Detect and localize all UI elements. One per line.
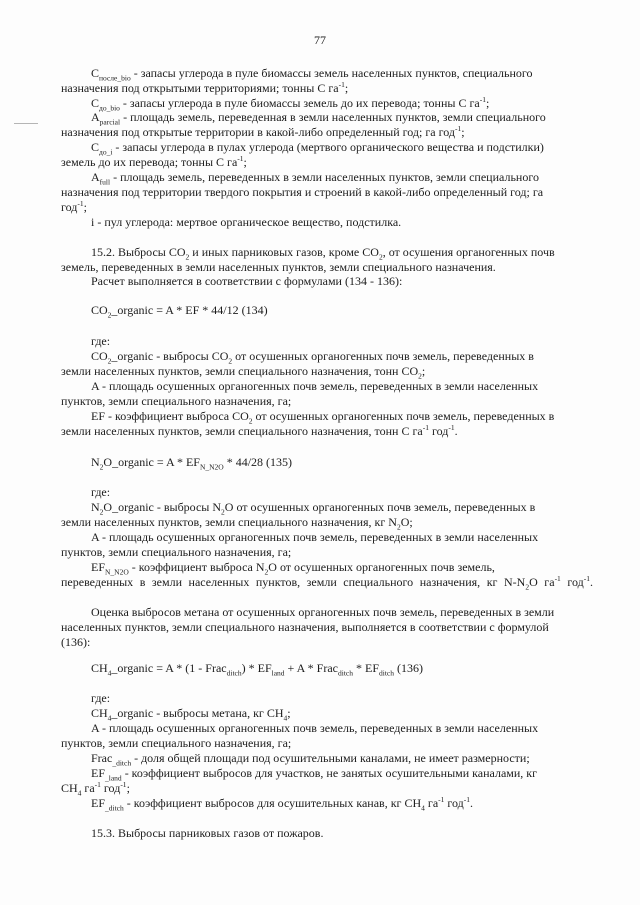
margin-scan-mark [14, 123, 38, 124]
def-area-1-cont: пунктов, земли специального назначения, га; [61, 394, 292, 408]
section-15-2-calc-intro: Расчет выполняется в соответствии с формулами (134 - 136): [91, 274, 403, 288]
section-15-2-title: 15.2. Выбросы $CO_2$ и иных парниковых газов, кроме $CO_2$, от осушения органогенных почв [91, 245, 555, 262]
def-a-parcial: $A_{parcial}$ - площадь земель, переведенная в земли населенных пунктов, земли специального [91, 110, 546, 127]
formula-135: $N_2O\_organic = A * EF_{N\_N2O} * 44/28$ (135) [91, 455, 293, 472]
def-area-2: A - площадь осушенных органогенных почв земель, переведенных в земли населенных [91, 530, 539, 544]
def-area-3-cont: пунктов, земли специального назначения, га; [61, 736, 292, 750]
def-c-pool-cont: земель до их перевода; тонны C $га^{-1}$; [61, 154, 247, 169]
def-area-3: A - площадь осушенных органогенных почв земель, переведенных в земли населенных [91, 721, 539, 735]
where-label-3: где: [91, 691, 111, 705]
where-label-2: где: [91, 485, 111, 499]
methane-intro-line1: Оценка выбросов метана от осушенных органогенных почв земель, переведенных в земли [91, 605, 555, 619]
def-n2o-organic-cont: земли населенных пунктов, земли специального назначения, кг $N_2O$; [61, 515, 413, 532]
def-a-full: $A_{full}$ - площадь земель, переведенных в земли населенных пунктов, земли специального [91, 170, 539, 187]
def-ef-co2: EF - коэффициент выброса $CO_2$ от осушенных органогенных почв земель, переведенных в [91, 409, 555, 426]
def-a-parcial-cont: назначения под открытые территории в какой-либо определенный год; га год$^{-1}$; [61, 124, 465, 139]
def-a-full-cont2: год$^{-1}$; [61, 199, 87, 214]
def-ef-ditch: $EF_{\_ditch}$ - коэффициент выбросов для осушительных канав, кг $CH_4$ $га^{-1}$ год$^{-1}$. [91, 795, 474, 813]
methane-intro-line3: (136): [61, 635, 91, 649]
def-a-full-cont: назначения под территории твердого покрытия и строений в какой-либо определенный год; га [61, 185, 544, 199]
section-15-2-title-cont: земель, переведенных в земли населенных пунктов, земли специального назначения. [61, 260, 496, 274]
formula-134: $CO_2\_organic = A$ * EF * 44/12 (134) [91, 303, 268, 320]
def-area-2-cont: пунктов, земли специального назначения, га; [61, 545, 292, 559]
section-15-3-title: 15.3. Выбросы парниковых газов от пожаров. [91, 826, 324, 840]
def-c-bio-before: $C_{до\_bio}$ - запасы углерода в пуле биомассы земель до их перевода; тонны C $га^{-1}$; [91, 95, 490, 113]
def-ef-n2o-cont: переведенных в земли населенных пунктов, земли специального назначения, кг $N-N_2O$ $га^{-1}$ год$^{-1}$. [61, 574, 593, 592]
def-i-pool: i - пул углерода: мертвое органическое вещество, подстилка. [91, 215, 402, 229]
def-c-pool: $C_{до\_i}$ - запасы углерода в пулах углерода (мертвого органического вещества и подстилки) [91, 140, 544, 157]
formula-136: $CH_4\_organic = A * (1$ - Frac$_{ditch}$) * $EF_{land} + A$ * Frac$_{ditch}$ * $EF_{ditch}$ (136) [91, 661, 423, 678]
methane-intro-line2: населенных пунктов, земли специального назначения, выполняется в соответствии с формулой [61, 620, 549, 634]
def-ef-land-cont: $CH_4$ $га^{-1}$ год$^{-1}$; [61, 780, 130, 798]
def-n2o-organic: $N_2O\_organic$ - выбросы $N_2O$ от осушенных органогенных почв земель, переведенных в [91, 500, 536, 517]
where-label-1: где: [91, 334, 111, 348]
page-number: 77 [314, 33, 326, 47]
def-ef-n2o: $EF_{N\_N2O}$ - коэффициент выброса $N_2O$ от осушенных органогенных почв земель, [91, 560, 495, 577]
def-co2-organic-cont: земли населенных пунктов, земли специального назначения, тонн $CO_2$; [61, 364, 426, 381]
def-frac-ditch: Frac$_{\_ditch}$ - доля общей площади под осушительными каналами, не имеет размерности; [91, 751, 530, 768]
def-c-bio-after-cont: назначения под открытыми территориями; тонны C $га^{-1}$; [61, 80, 349, 95]
def-co2-organic: $CO_2\_organic$ - выбросы $CO_2$ от осушенных органогенных почв земель, переведенных в [91, 349, 534, 366]
def-ef-co2-cont: земли населенных пунктов, земли специального назначения, тонн C $га^{-1}$ год$^{-1}$. [61, 423, 458, 438]
def-ch4-organic: $CH_4\_organic$ - выбросы метана, кг $CH_4$; [91, 706, 291, 723]
def-c-bio-after: $C_{после\_bio}$ - запасы углерода в пуле биомассы земель населенных пунктов, специального [91, 66, 533, 83]
def-area-1: A - площадь осушенных органогенных почв земель, переведенных в земли населенных [91, 379, 539, 393]
def-ef-land: $EF_{\_land}$ - коэффициент выбросов для участков, не занятых осушительными каналами, кг [91, 766, 538, 783]
